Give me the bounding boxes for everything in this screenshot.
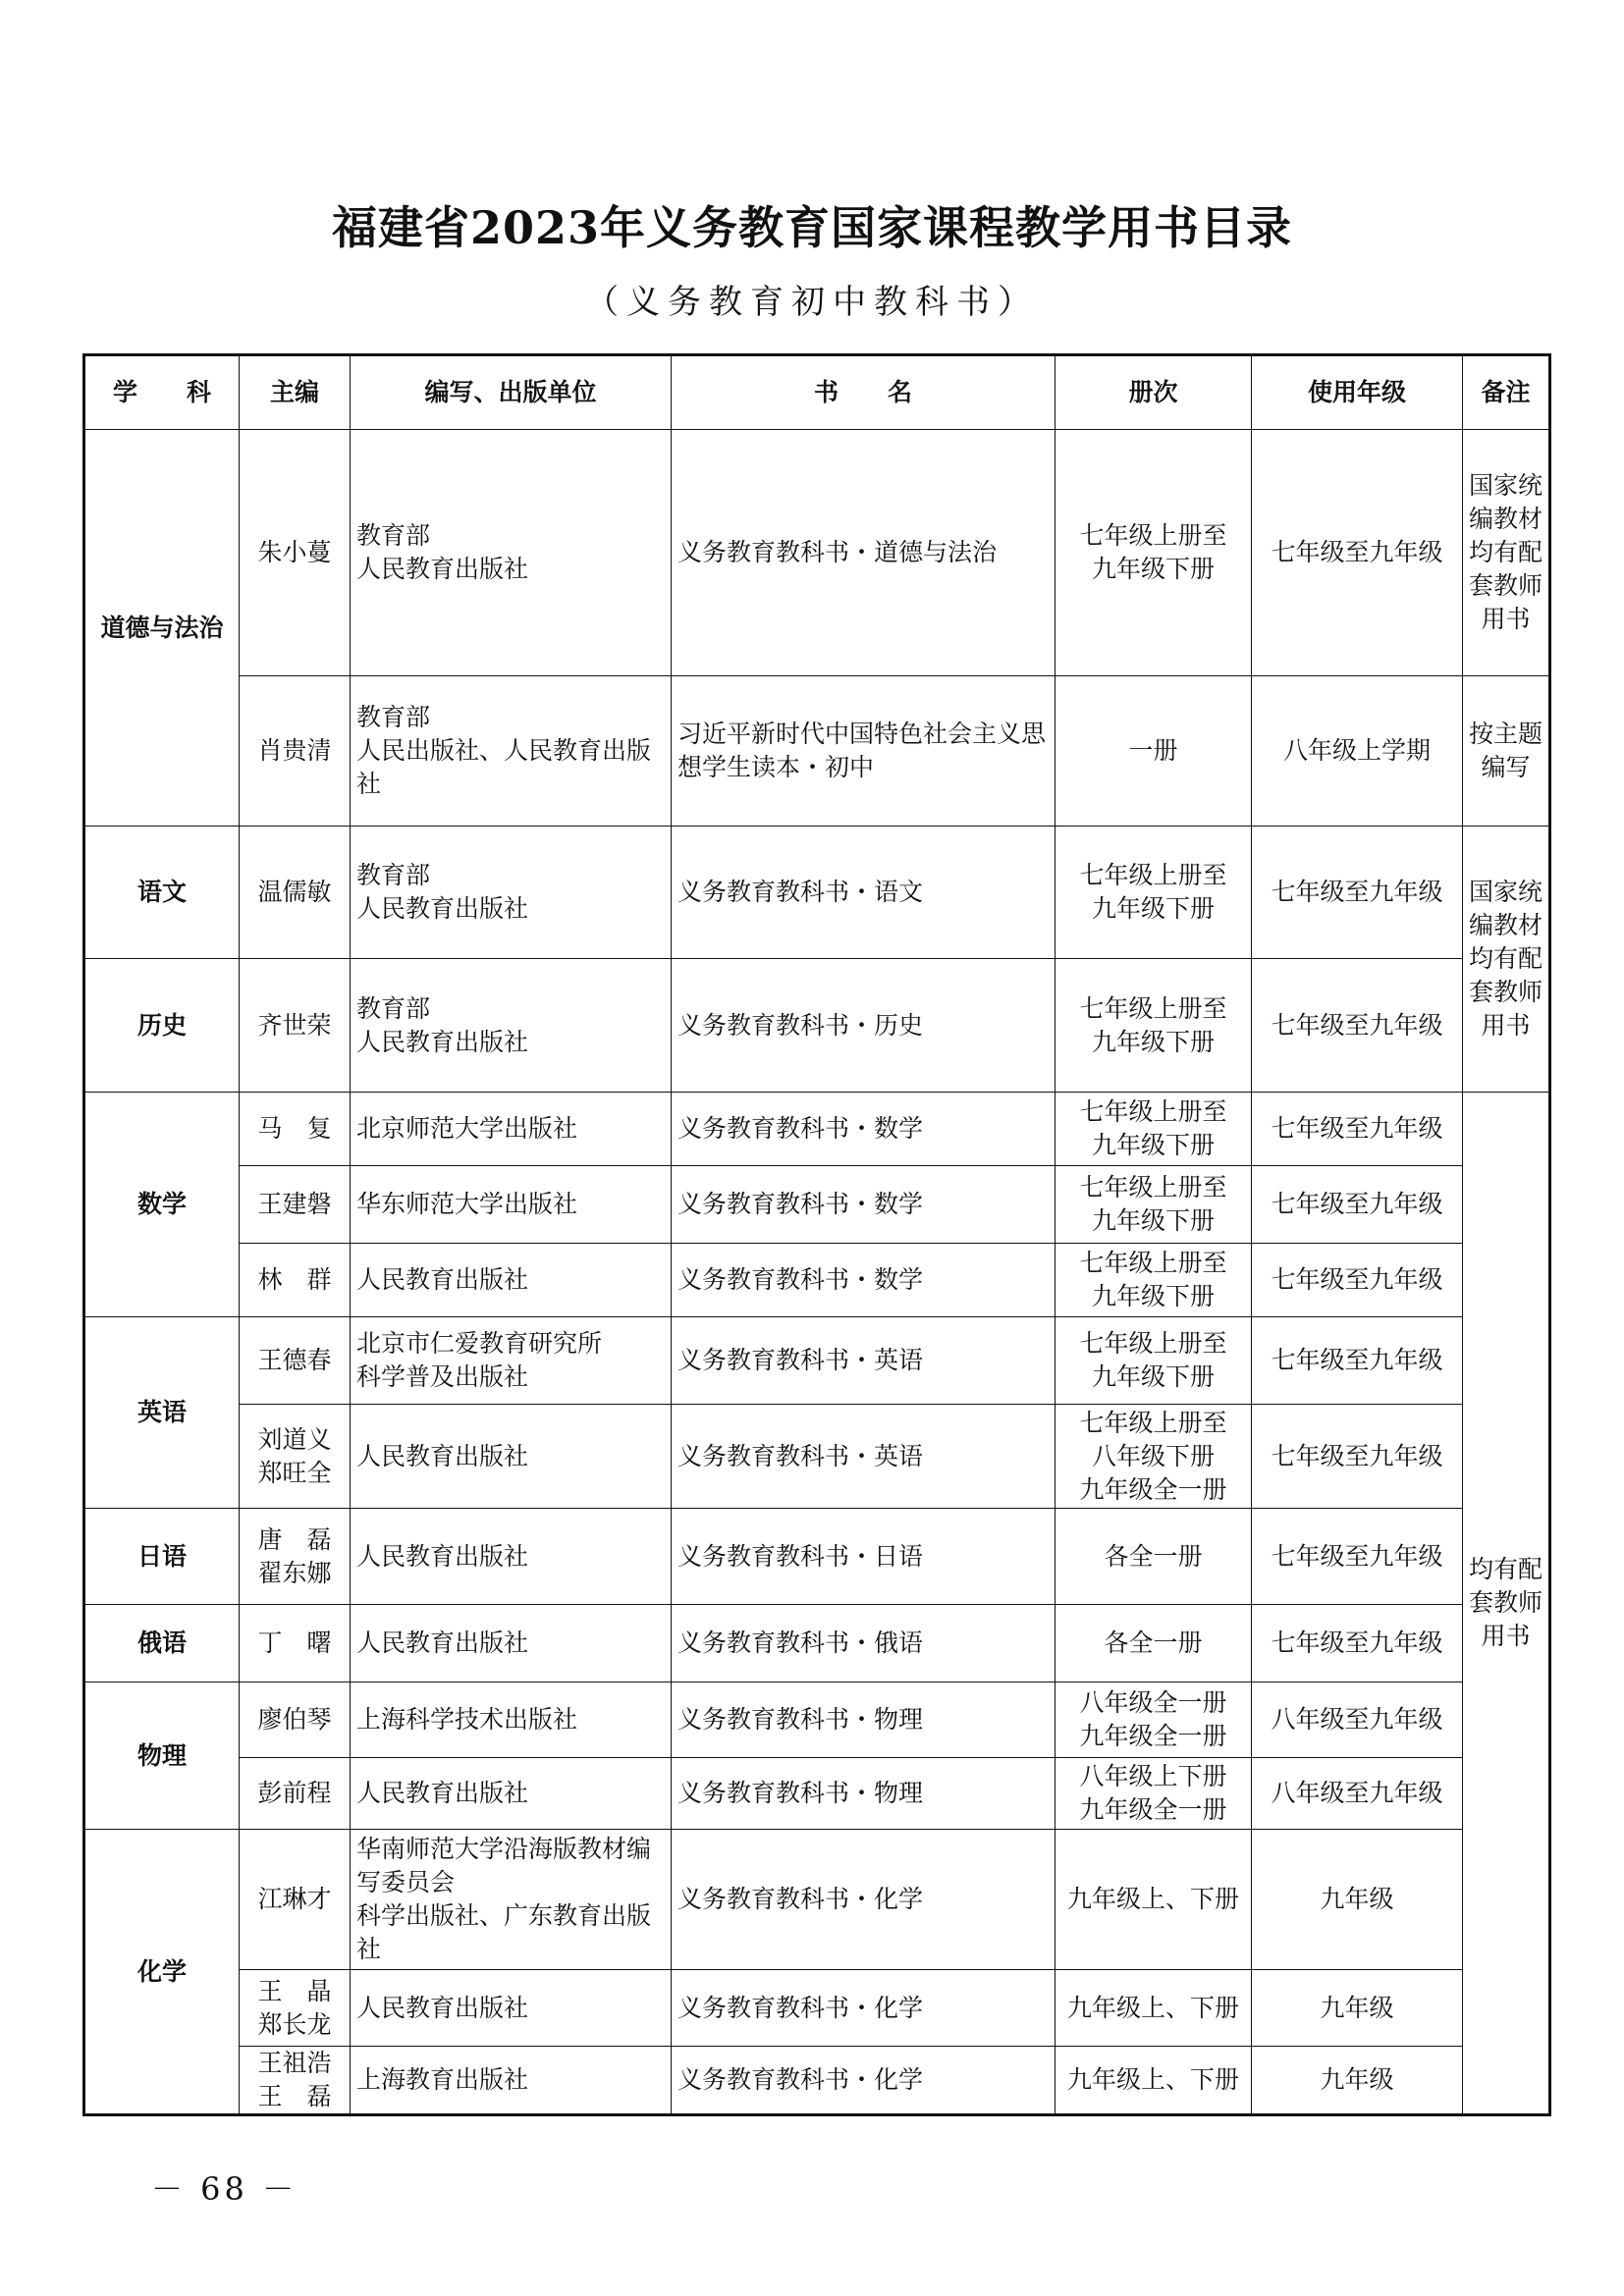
publisher-cell: 教育部 人民教育出版社	[351, 430, 672, 676]
grade-cell: 七年级至九年级	[1252, 959, 1463, 1093]
volume-cell: 七年级上册至 八年级下册 九年级全一册	[1056, 1405, 1252, 1509]
grade-cell: 七年级至九年级	[1252, 1605, 1463, 1682]
subject-cell: 俄语	[84, 1605, 240, 1682]
header-editor: 主编	[240, 355, 351, 430]
book-cell: 义务教育教科书・历史	[672, 959, 1056, 1093]
editor-cell: 刘道义 郑旺全	[240, 1405, 351, 1509]
subject-cell: 化学	[84, 1830, 240, 2115]
publisher-cell: 上海教育出版社	[351, 2047, 672, 2115]
volume-cell: 七年级上册至 九年级下册	[1056, 1244, 1252, 1317]
table-row	[84, 1166, 1550, 1244]
note-cell: 按主题编写	[1463, 676, 1550, 827]
subject-cell: 日语	[84, 1509, 240, 1605]
grade-cell: 七年级至九年级	[1252, 1317, 1463, 1405]
subject-cell: 物理	[84, 1682, 240, 1830]
volume-cell: 各全一册	[1056, 1605, 1252, 1682]
publisher-cell: 人民教育出版社	[351, 1244, 672, 1317]
table-row	[84, 1758, 1550, 1830]
grade-cell: 七年级至九年级	[1252, 1509, 1463, 1605]
editor-cell: 肖贵清	[240, 676, 351, 827]
grade-cell: 九年级	[1252, 1970, 1463, 2047]
editor-cell: 王德春	[240, 1317, 351, 1405]
editor-cell: 朱小蔓	[240, 430, 351, 676]
grade-cell: 七年级至九年级	[1252, 1166, 1463, 1244]
table-row	[84, 1405, 1550, 1509]
volume-cell: 七年级上册至 九年级下册	[1056, 827, 1252, 959]
subject-cell: 历史	[84, 959, 240, 1093]
editor-cell: 林 群	[240, 1244, 351, 1317]
book-cell: 义务教育教科书・数学	[672, 1244, 1056, 1317]
publisher-cell: 人民教育出版社	[351, 1758, 672, 1830]
grade-cell: 九年级	[1252, 1830, 1463, 1970]
table-row	[84, 1509, 1550, 1605]
publisher-cell: 北京师范大学出版社	[351, 1093, 672, 1166]
book-cell: 义务教育教科书・俄语	[672, 1605, 1056, 1682]
publisher-cell: 教育部 人民教育出版社	[351, 827, 672, 959]
editor-cell: 齐世荣	[240, 959, 351, 1093]
table-row	[84, 430, 1550, 676]
subject-cell: 英语	[84, 1317, 240, 1509]
grade-cell: 七年级至九年级	[1252, 1244, 1463, 1317]
editor-cell: 温儒敏	[240, 827, 351, 959]
book-cell: 义务教育教科书・化学	[672, 2047, 1056, 2115]
editor-cell: 马 复	[240, 1093, 351, 1166]
table-row	[84, 1682, 1550, 1758]
table-row	[84, 1830, 1550, 1970]
publisher-cell: 人民教育出版社	[351, 1605, 672, 1682]
volume-cell: 各全一册	[1056, 1509, 1252, 1605]
table-header-row	[84, 355, 1550, 430]
publisher-cell: 教育部 人民教育出版社	[351, 959, 672, 1093]
textbook-table	[82, 353, 1551, 2116]
publisher-cell: 华南师范大学沿海版教材编写委员会 科学出版社、广东教育出版社	[351, 1830, 672, 1970]
volume-cell: 七年级上册至 九年级下册	[1056, 1166, 1252, 1244]
publisher-cell: 人民教育出版社	[351, 1405, 672, 1509]
page-number: － 68 －	[151, 2170, 298, 2208]
header-grade: 使用年级	[1252, 355, 1463, 430]
editor-cell: 丁 曙	[240, 1605, 351, 1682]
volume-cell: 七年级上册至 九年级下册	[1056, 430, 1252, 676]
subject-cell: 语文	[84, 827, 240, 959]
book-cell: 义务教育教科书・语文	[672, 827, 1056, 959]
editor-cell: 江琳才	[240, 1830, 351, 1970]
book-cell: 义务教育教科书・英语	[672, 1405, 1056, 1509]
header-subject: 学 科	[84, 355, 240, 430]
header-volume: 册次	[1056, 355, 1252, 430]
publisher-cell: 北京市仁爱教育研究所 科学普及出版社	[351, 1317, 672, 1405]
editor-cell: 彭前程	[240, 1758, 351, 1830]
grade-cell: 八年级上学期	[1252, 676, 1463, 827]
grade-cell: 九年级	[1252, 2047, 1463, 2115]
book-cell: 义务教育教科书・数学	[672, 1166, 1056, 1244]
grade-cell: 七年级至九年级	[1252, 1093, 1463, 1166]
editor-cell: 王建磐	[240, 1166, 351, 1244]
book-cell: 习近平新时代中国特色社会主义思想学生读本・初中	[672, 676, 1056, 827]
table-row	[84, 1605, 1550, 1682]
book-cell: 义务教育教科书・化学	[672, 1830, 1056, 1970]
note-cell: 国家统编教材均有配套教师用书	[1463, 430, 1550, 676]
publisher-cell: 教育部 人民出版社、人民教育出版社	[351, 676, 672, 827]
table-row	[84, 1093, 1550, 1166]
table-row	[84, 1317, 1550, 1405]
page-title: 福建省2023年义务教育国家课程教学用书目录	[331, 201, 1293, 254]
header-publisher: 编写、出版单位	[351, 355, 672, 430]
subject-cell: 数学	[84, 1093, 240, 1317]
grade-cell: 七年级至九年级	[1252, 1405, 1463, 1509]
publisher-cell: 人民教育出版社	[351, 1509, 672, 1605]
grade-cell: 八年级至九年级	[1252, 1682, 1463, 1758]
grade-cell: 七年级至九年级	[1252, 827, 1463, 959]
table-row	[84, 959, 1550, 1093]
volume-cell: 八年级全一册 九年级全一册	[1056, 1682, 1252, 1758]
grade-cell: 八年级至九年级	[1252, 1758, 1463, 1830]
book-cell: 义务教育教科书・物理	[672, 1758, 1056, 1830]
table-row	[84, 2047, 1550, 2115]
volume-cell: 九年级上、下册	[1056, 2047, 1252, 2115]
table-row	[84, 1244, 1550, 1317]
book-cell: 义务教育教科书・英语	[672, 1317, 1056, 1405]
volume-cell: 一册	[1056, 676, 1252, 827]
book-cell: 义务教育教科书・数学	[672, 1093, 1056, 1166]
grade-cell: 七年级至九年级	[1252, 430, 1463, 676]
publisher-cell: 人民教育出版社	[351, 1970, 672, 2047]
book-cell: 义务教育教科书・道德与法治	[672, 430, 1056, 676]
volume-cell: 七年级上册至 九年级下册	[1056, 959, 1252, 1093]
book-cell: 义务教育教科书・化学	[672, 1970, 1056, 2047]
publisher-cell: 华东师范大学出版社	[351, 1166, 672, 1244]
table-row	[84, 1970, 1550, 2047]
volume-cell: 八年级上下册 九年级全一册	[1056, 1758, 1252, 1830]
note-cell: 均有配套教师用书	[1463, 1093, 1550, 2115]
publisher-cell: 上海科学技术出版社	[351, 1682, 672, 1758]
editor-cell: 王祖浩 王 磊	[240, 2047, 351, 2115]
editor-cell: 廖伯琴	[240, 1682, 351, 1758]
volume-cell: 九年级上、下册	[1056, 1970, 1252, 2047]
book-cell: 义务教育教科书・物理	[672, 1682, 1056, 1758]
header-note: 备注	[1463, 355, 1550, 430]
volume-cell: 七年级上册至 九年级下册	[1056, 1317, 1252, 1405]
book-cell: 义务教育教科书・日语	[672, 1509, 1056, 1605]
table-row	[84, 676, 1550, 827]
volume-cell: 九年级上、下册	[1056, 1830, 1252, 1970]
note-cell: 国家统编教材均有配套教师用书	[1463, 827, 1550, 1093]
table-row	[84, 827, 1550, 959]
subject-cell: 道德与法治	[84, 430, 240, 827]
editor-cell: 王 晶 郑长龙	[240, 1970, 351, 2047]
header-book: 书 名	[672, 355, 1056, 430]
page-subtitle: （义务教育初中教科书）	[585, 283, 1039, 322]
volume-cell: 七年级上册至 九年级下册	[1056, 1093, 1252, 1166]
editor-cell: 唐 磊 翟东娜	[240, 1509, 351, 1605]
